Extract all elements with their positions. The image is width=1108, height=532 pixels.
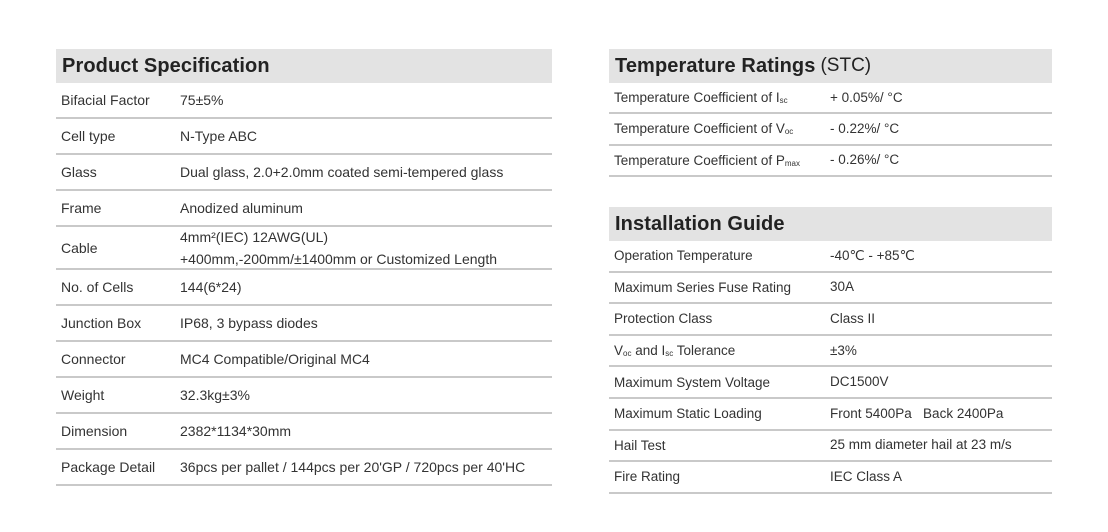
spec-label: Cell type [61,128,116,144]
rating-label [609,90,825,105]
rating-label-text: Temperature Coefficient of P [614,152,785,168]
table-row [56,450,552,486]
guide-label: Fire Rating [614,469,681,485]
guide-value: IEC Class A [830,468,903,484]
table-row [56,342,552,378]
spec-label: Cable [61,239,98,256]
spec-label: Dimension [61,423,128,439]
product-specification-title: Product Specification [62,54,270,77]
spec-label: Junction Box [61,315,142,331]
table-row [609,367,1052,399]
guide-value: DC1500V [830,374,889,390]
spec-value: MC4 Compatible/Original MC4 [180,351,370,367]
guide-label: Maximum Static Loading [614,406,762,422]
spec-label: No. of Cells [61,279,134,295]
guide-label-text: and I [631,343,666,359]
temperature-ratings-title-suffix: (STC) [820,55,872,76]
product-specification-header [56,49,552,83]
rating-label [609,121,825,136]
spec-value: IP68, 3 bypass diodes [180,315,318,331]
guide-label: Hail Test [614,437,666,453]
spec-value: 36pcs per pallet / 144pcs per 20'GP / 720pcs per 40'HC [180,459,526,475]
table-row [56,306,552,342]
product-specification-table [56,49,552,486]
spec-value-line: 4mm²(IEC) 12AWG(UL) [180,228,329,245]
table-row [56,270,552,306]
table-row [609,241,1052,273]
guide-label: Maximum Series Fuse Rating [614,279,792,295]
spec-label: Package Detail [61,459,156,475]
table-row [609,146,1052,177]
guide-value: 25 mm diameter hail at 23 m/s [830,437,1012,453]
spec-label: Frame [61,200,102,216]
spec-value: 144(6*24) [180,279,242,295]
rating-value: + 0.05%/ °C [830,89,903,105]
table-row [609,273,1052,305]
table-row [609,83,1052,114]
spec-label: Bifacial Factor [61,92,150,108]
table-row [56,155,552,191]
table-row [56,414,552,450]
spec-value: 75±5% [180,92,224,108]
table-row [609,336,1052,368]
rating-label-subscript: oc [784,127,794,137]
rating-value: - 0.22%/ °C [830,120,900,136]
spec-label: Weight [61,387,105,403]
guide-label [609,343,825,358]
spec-value: 2382*1134*30mm [180,423,292,439]
temperature-ratings-table [609,49,1052,177]
installation-guide-title: Installation Guide [615,212,785,235]
spec-value: Anodized aluminum [180,200,303,216]
table-row [609,462,1052,494]
guide-label: Protection Class [614,311,713,327]
guide-value: -40℃ - +85℃ [830,247,915,263]
table-row [609,431,1052,463]
guide-label-subscript: oc [623,349,632,359]
table-row [609,304,1052,336]
spec-value: 32.3kg±3% [180,387,250,403]
spec-label: Connector [61,351,126,367]
rating-label [609,153,825,168]
spec-value: N-Type ABC [180,128,258,144]
table-row [56,378,552,414]
table-row [56,191,552,227]
installation-guide-table [609,207,1052,494]
guide-value: Class II [830,310,876,326]
table-row [609,399,1052,431]
spec-value [180,226,552,270]
guide-value: Front 5400Pa Back 2400Pa [830,405,1004,421]
rating-label-subscript: sc [779,96,788,106]
installation-guide-header [609,207,1052,241]
spec-value: Dual glass, 2.0+2.0mm coated semi-tempered glass [180,164,504,180]
guide-label-text: V [614,343,624,359]
guide-label-text: Tolerance [673,343,736,359]
table-row [56,83,552,119]
guide-value: 30A [830,279,855,295]
guide-label: Maximum System Voltage [614,374,771,390]
spec-value-line: +400mm,-200mm/±1400mm or Customized Length [180,250,497,267]
rating-label-text: Temperature Coefficient of I [614,90,780,106]
rating-value: - 0.26%/ °C [830,152,900,168]
guide-label: Operation Temperature [614,248,753,264]
table-row [56,119,552,155]
guide-label-subscript: sc [665,349,674,359]
rating-label-subscript: max [784,158,800,168]
temperature-ratings-header [609,49,1052,83]
table-row [609,114,1052,145]
table-row [56,227,552,270]
rating-label-text: Temperature Coefficient of V [614,121,785,137]
spec-label: Glass [61,164,97,180]
guide-value: ±3% [830,342,857,358]
temperature-ratings-title: Temperature Ratings [615,54,816,77]
